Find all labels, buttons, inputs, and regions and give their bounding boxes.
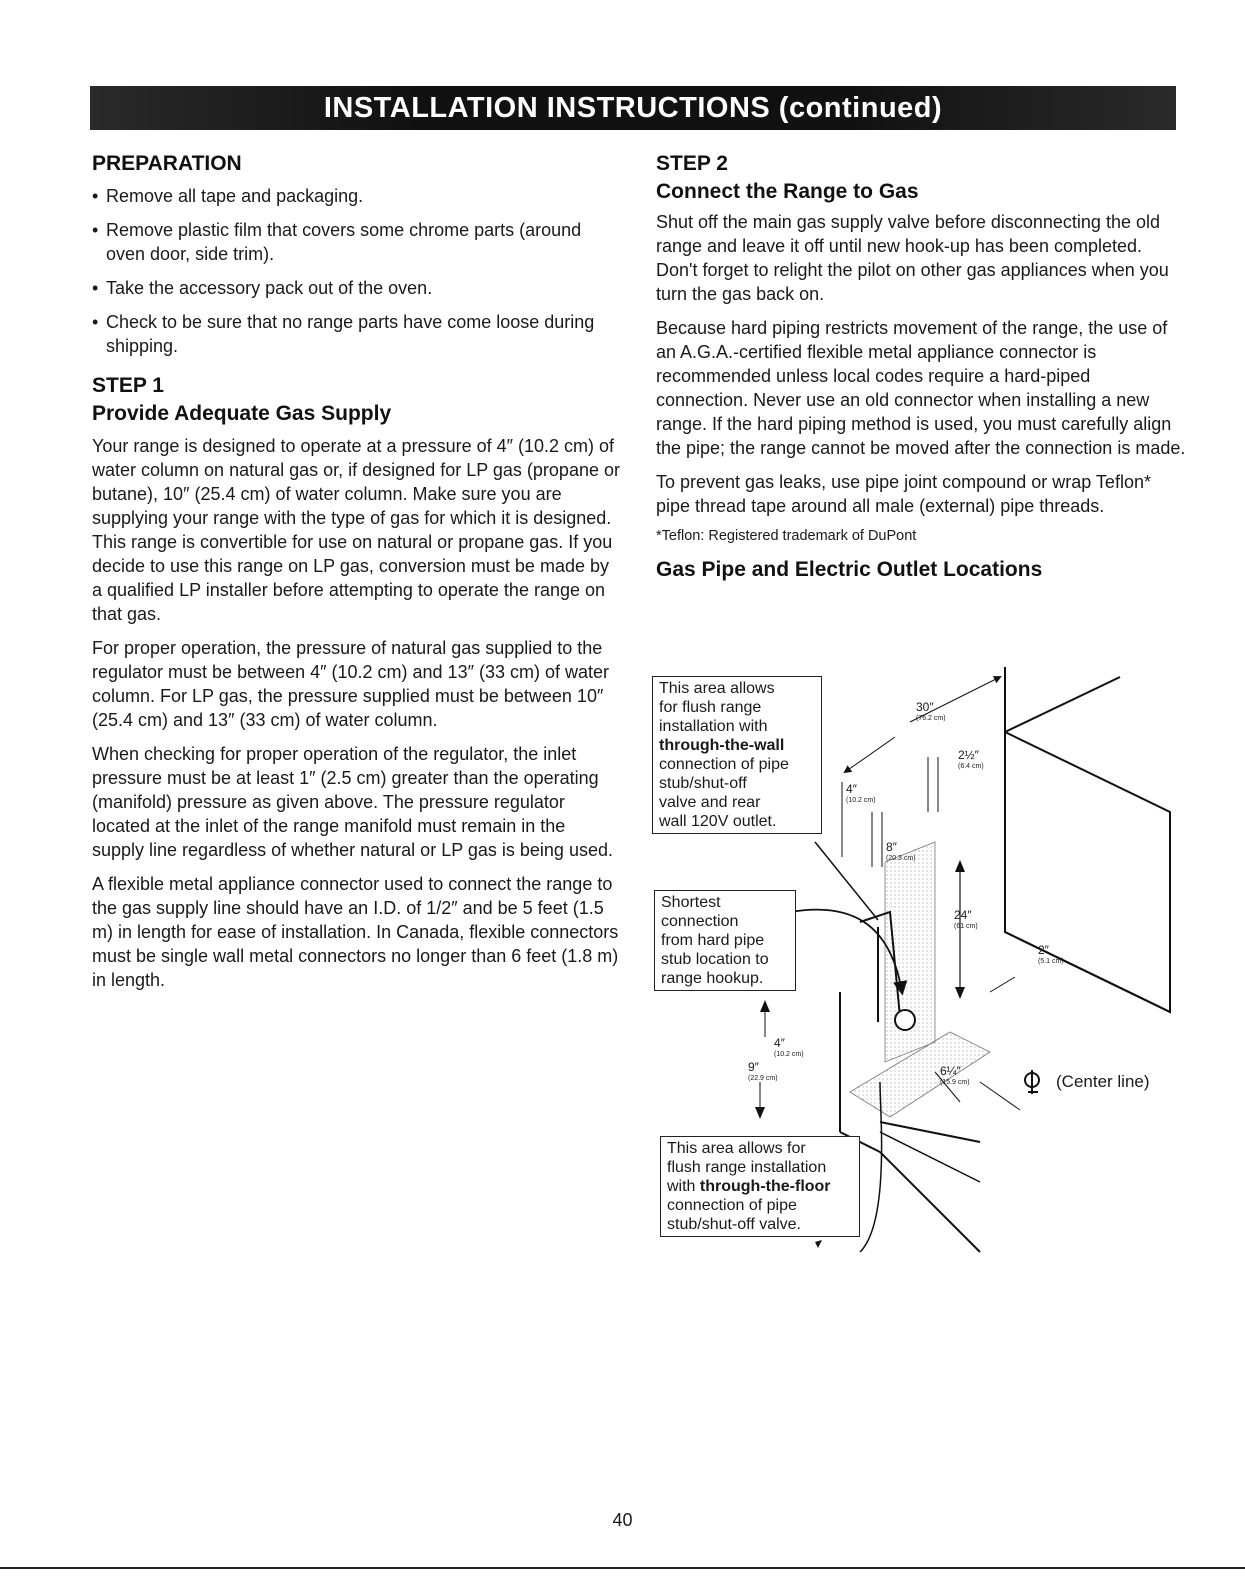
dim-metric: (61 cm) <box>954 923 978 930</box>
list-item: • Remove all tape and packaging. <box>92 184 622 208</box>
dim-2 <box>1038 945 1064 967</box>
callout-line: stub/shut-off <box>659 775 747 792</box>
centerline-legend <box>1022 1070 1150 1094</box>
shortest-connection-callout <box>654 890 796 991</box>
step1-header <box>92 372 622 428</box>
dim-value: 9″ <box>748 1060 759 1074</box>
callout-bold: through-the-floor <box>699 1178 831 1195</box>
dim-metric: (76.2 cm) <box>916 715 946 722</box>
callout-line: connection <box>661 913 739 930</box>
preparation-heading: PREPARATION <box>92 152 242 175</box>
step1-paragraph: When checking for proper operation of the regulator, the inlet pressure must be at least 1″ (2.5 cm) greater than the operating (manifold) pressure as given above. The pressure regulator located at the inlet of the range manifold must remain in the supply line regardless of whether natural or LP gas is being used. <box>92 744 613 860</box>
dim-metric: (5.1 cm) <box>1038 958 1064 965</box>
callout-bold: through-the-wall <box>659 737 785 754</box>
dim-metric: (10.2 cm) <box>846 797 876 804</box>
teflon-footnote: *Teflon: Registered trademark of DuPont <box>656 528 917 544</box>
list-item: • Check to be sure that no range parts have come loose during shipping. <box>92 310 622 358</box>
callout-line: This area allows <box>659 680 775 697</box>
right-column <box>656 150 1186 584</box>
step1-paragraph: A flexible metal appliance connector used to connect the range to the gas supply line should have an I.D. of 1/2″ and be 5 feet (1.5 m) in length for ease of installation. In Canada, flexible connectors must be single wall metal connectors no longer than 6 feet (1.8 m) in length. <box>92 874 619 990</box>
dim-value: 4″ <box>846 782 857 796</box>
step2-paragraph: Because hard piping restricts movement of the range, the use of an A.G.A.-certified flexible metal appliance connector is recommended unless local codes require a hard-piped connection. Never use an old connector when installing a new range. If the hard piping method is used, you must carefully align the pipe; the range cannot be moved after the connection is made. <box>656 318 1186 458</box>
dim-metric: (15.9 cm) <box>940 1079 970 1086</box>
callout-line <box>667 1177 853 1196</box>
list-item: • Remove plastic film that covers some chrome parts (around oven door, side trim). <box>92 218 622 266</box>
callout-line: This area allows for <box>667 1140 806 1157</box>
callout-line: flush range installation <box>667 1159 827 1176</box>
dim-value: 30″ <box>916 700 934 714</box>
step2-label: STEP 2 <box>656 152 728 175</box>
left-column <box>92 150 622 1002</box>
callout-line: installation with <box>659 718 768 735</box>
dim-30 <box>916 702 946 724</box>
callout-line: connection of pipe <box>667 1197 797 1214</box>
banner-title: INSTALLATION INSTRUCTIONS (continued) <box>323 91 943 124</box>
callout-line: valve and rear <box>659 794 761 811</box>
floor-area-callout <box>660 1136 860 1237</box>
wall-area-callout <box>652 676 822 834</box>
preparation-list <box>92 184 622 358</box>
dim-9 <box>748 1062 778 1084</box>
bottom-rule <box>0 1567 1245 1569</box>
diagram-heading: Gas Pipe and Electric Outlet Locations <box>656 558 1043 581</box>
step1-paragraph: For proper operation, the pressure of natural gas supplied to the regulator must be between 4″ (10.2 cm) and 13″ (33 cm) of water column. For LP gas, the pressure supplied must be between 10″ (25.4 cm) and 13″ (33 cm) of water column. <box>92 638 609 730</box>
step1-title: Provide Adequate Gas Supply <box>92 402 392 425</box>
dim-value: 6¼″ <box>940 1064 961 1078</box>
dim-2-half <box>958 750 984 772</box>
step2-title: Connect the Range to Gas <box>656 180 919 203</box>
dim-8 <box>886 842 916 864</box>
dim-24 <box>954 910 978 932</box>
callout-line: stub/shut-off valve. <box>667 1216 801 1233</box>
section-banner <box>90 86 1176 130</box>
callout-line: stub location to <box>661 951 769 968</box>
dim-metric: (22.9 cm) <box>748 1075 778 1082</box>
dim-metric: (20.3 cm) <box>886 855 916 862</box>
callout-line: from hard pipe <box>661 932 765 949</box>
centerline-icon <box>1022 1070 1042 1094</box>
callout-line: connection of pipe <box>659 756 789 773</box>
centerline-label: (Center line) <box>1056 1072 1150 1091</box>
dim-metric: (6.4 cm) <box>958 763 984 770</box>
dim-value: 2½″ <box>958 748 979 762</box>
dim-value: 24″ <box>954 908 972 922</box>
callout-line: wall 120V outlet. <box>659 813 777 830</box>
callout-line: for flush range <box>659 699 762 716</box>
dim-value: 8″ <box>886 840 897 854</box>
list-item: • Take the accessory pack out of the oven. <box>92 276 622 300</box>
dim-metric: (10.2 cm) <box>774 1051 804 1058</box>
callout-line: Shortest <box>661 894 721 911</box>
step1-paragraph: Your range is designed to operate at a pressure of 4″ (10.2 cm) of water column on natural gas or, if designed for LP gas (propane or butane), 10″ (25.4 cm) of water column. Make sure you are supplying your range with the type of gas for which it is designed. This range is convertible for use on natural or propane gas. If you decide to use this range on LP gas, conversion must be made by a qualified LP installer before attempting to operate the range on that gas. <box>92 436 620 624</box>
step1-label: STEP 1 <box>92 374 164 397</box>
dim-value: 2″ <box>1038 943 1049 957</box>
dim-4-floor <box>774 1038 804 1060</box>
gas-pipe-diagram <box>650 662 1190 1262</box>
step2-paragraph: Shut off the main gas supply valve before disconnecting the old range and leave it off until new hook-up has been completed. Don't forget to relight the pilot on other gas appliances when you turn the gas back on. <box>656 212 1169 304</box>
dim-6-quarter <box>940 1066 970 1088</box>
dim-4 <box>846 784 876 806</box>
step2-paragraph: To prevent gas leaks, use pipe joint compound or wrap Teflon* pipe thread tape around all male (external) pipe threads. <box>656 472 1151 516</box>
callout-line: range hookup. <box>661 970 764 987</box>
page-number: 40 <box>612 1510 633 1530</box>
callout-text: with <box>667 1178 700 1195</box>
dim-value: 4″ <box>774 1036 785 1050</box>
